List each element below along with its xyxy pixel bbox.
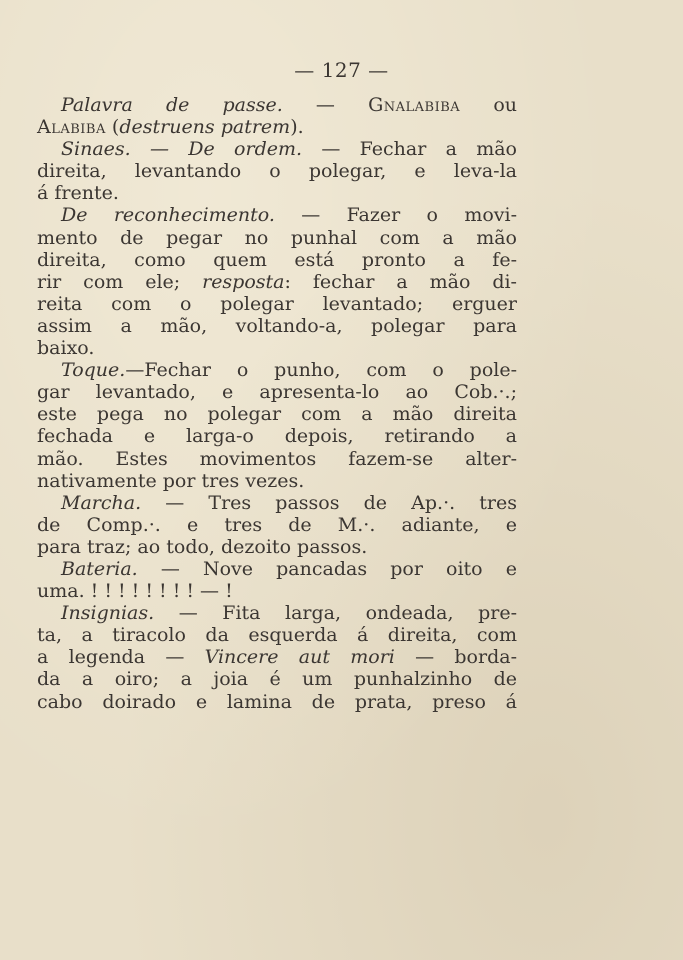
text-line [37,425,517,447]
text-line [37,315,517,337]
text-run: baixo. [37,337,95,360]
text-line [37,94,517,116]
text-line [37,470,517,492]
text-line [37,381,517,403]
text-line [37,160,517,182]
text-run: ( [105,116,120,139]
text-run: á frente. [37,182,119,205]
text-line [37,558,517,580]
text-run: ). [290,116,304,139]
text-run: mão. Estes movimentos fazem-se alter- [37,447,517,470]
text-run: — Tres passos de Ap.·. tres [141,491,517,514]
text-run: uma. ! ! ! ! ! ! ! ! — ! [37,580,233,603]
text-line [37,403,517,425]
small-caps-text: Gnalabiba [368,94,461,116]
text-line [37,293,517,315]
text-line [37,668,517,690]
text-line [37,138,517,160]
text-run: ta, a tiracolo da esquerda á direita, com [37,624,517,647]
text-line [37,646,517,668]
italic-text: Sinaes. — De ordem. [61,138,303,161]
text-line [37,337,517,359]
italic-text: resposta [202,270,285,293]
text-line [37,182,517,204]
italic-text: Toque. [61,359,126,382]
text-run: : fechar a mão di- [284,270,517,293]
text-run: — [282,94,369,116]
text-run: nativamente por tres vezes. [37,469,305,492]
text-line [37,624,517,646]
text-run: fechada e larga-o depois, retirando a [37,425,517,448]
text-run: — borda- [394,646,517,669]
text-run: de Comp.·. e tres de M.·. adiante, e [37,513,517,536]
text-line [37,448,517,470]
text-line [37,204,517,226]
text-run: a legenda — [37,646,205,669]
text-run: gar levantado, e apresenta-lo ao Cob.·.; [37,381,517,404]
italic-text: Bateria. [61,557,138,580]
text-run: mento de pegar no punhal com a mão [37,226,517,249]
text-run: ou [460,94,517,116]
small-caps-text: Alabiba [37,116,106,139]
italic-text: Marcha. [61,491,142,514]
text-line [37,580,517,602]
italic-text: De reconhecimento. [61,204,275,227]
text-line [37,249,517,271]
text-line [37,271,517,293]
text-run: direita, levantando o polegar, e leva-la [37,160,517,183]
text-line [37,116,517,138]
italic-text: destruens patrem [119,116,291,139]
text-line [37,602,517,624]
text-line [37,536,517,558]
page-number: — 127 — [294,58,389,82]
text-run: este pega no polegar com a mão direita [37,403,517,426]
text-line [37,359,517,381]
text-run: reita com o polegar levantado; erguer [37,292,517,315]
italic-text: Palavra de passe. [61,94,283,116]
body-text [37,94,517,713]
text-run: rir com ele; [37,270,203,293]
text-run: direita, como quem está pronto a fe- [37,248,517,271]
text-run: — Fita larga, ondeada, pre- [154,602,517,625]
text-line [37,691,517,713]
text-run: para traz; ao todo, dezoito passos. [37,535,368,558]
text-run: — Fechar a mão [302,138,517,161]
text-run: — Nove pancadas por oito e [137,557,517,580]
text-run: — Fazer o movi- [274,204,518,227]
text-line [37,492,517,514]
italic-text: Vincere aut mori [204,646,395,669]
text-run: cabo doirado e lamina de prata, preso á [37,690,517,713]
text-line [37,514,517,536]
text-line [37,227,517,249]
text-run: —Fechar o punho, com o pole- [125,359,517,382]
text-run: da a oiro; a joia é um punhalzinho de [37,668,517,691]
text-run: assim a mão, voltando-a, polegar para [37,314,517,337]
italic-text: Insignias. [61,602,155,625]
